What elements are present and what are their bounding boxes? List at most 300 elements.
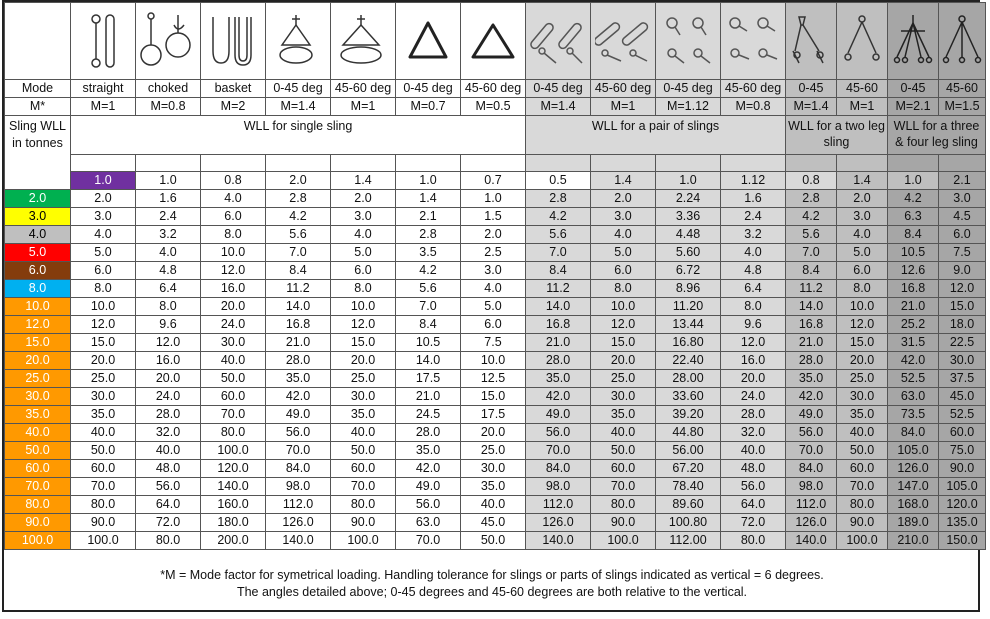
wll-cell: 73.5	[888, 406, 939, 424]
sling-wll-swatch: 70.0	[5, 478, 71, 496]
wll-cell: 126.0	[786, 514, 837, 532]
wll-cell: 4.48	[656, 226, 721, 244]
wll-cell: 6.0	[461, 316, 526, 334]
wll-cell: 13.44	[656, 316, 721, 334]
wll-cell: 7.5	[939, 244, 986, 262]
mode-row	[5, 80, 986, 98]
wll-cell: 70.0	[266, 442, 331, 460]
wll-cell: 16.80	[656, 334, 721, 352]
wll-cell: 126.0	[888, 460, 939, 478]
basket-sling-icon	[201, 3, 266, 80]
wll-cell: 6.0	[939, 226, 986, 244]
wll-cell: 7.0	[266, 244, 331, 262]
wll-cell: 8.96	[656, 280, 721, 298]
wll-cell: 84.0	[266, 460, 331, 478]
wll-cell: 4.0	[71, 226, 136, 244]
sling-wll-swatch: 15.0	[5, 334, 71, 352]
sling-wll-swatch: 80.0	[5, 496, 71, 514]
wll-cell: 90.0	[71, 514, 136, 532]
table-row	[5, 190, 986, 208]
wll-cell: 1.0	[888, 172, 939, 190]
wll-cell: 5.0	[591, 244, 656, 262]
spacer-cell	[201, 155, 266, 172]
mode-factor-cell: M=1.4	[266, 98, 331, 116]
wll-cell: 4.2	[786, 208, 837, 226]
spacer-cell	[461, 155, 526, 172]
wll-cell: 56.0	[786, 424, 837, 442]
wll-cell: 16.8	[888, 280, 939, 298]
wll-cell: 150.0	[939, 532, 986, 550]
wll-cell: 84.0	[786, 460, 837, 478]
wll-cell: 3.5	[396, 244, 461, 262]
table-row	[5, 244, 986, 262]
basket-45-60-icon	[331, 3, 396, 80]
wll-cell: 10.5	[396, 334, 461, 352]
wll-cell: 4.2	[266, 208, 331, 226]
triangle-0-45-icon	[396, 3, 461, 80]
wll-cell: 16.8	[786, 316, 837, 334]
wll-cell: 100.80	[656, 514, 721, 532]
wll-cell: 12.0	[201, 262, 266, 280]
wll-cell: 126.0	[526, 514, 591, 532]
spacer-cell	[71, 155, 136, 172]
table-row	[5, 496, 986, 514]
wll-cell: 12.0	[331, 316, 396, 334]
wll-cell: 90.0	[331, 514, 396, 532]
wll-cell: 112.0	[526, 496, 591, 514]
wll-cell: 64.0	[721, 496, 786, 514]
wll-cell: 20.0	[201, 298, 266, 316]
wll-cell: 2.0	[331, 190, 396, 208]
wll-cell: 15.0	[837, 334, 888, 352]
wll-cell: 10.5	[888, 244, 939, 262]
sling-wll-swatch: 10.0	[5, 298, 71, 316]
mode-factor-label: M*	[5, 98, 71, 116]
wll-cell: 112.0	[266, 496, 331, 514]
wll-cell: 30.0	[331, 388, 396, 406]
wll-cell: 1.6	[136, 190, 201, 208]
wll-cell: 80.0	[201, 424, 266, 442]
wll-cell: 24.0	[201, 316, 266, 334]
mode-cell: 45-60 deg	[331, 80, 396, 98]
two-leg-45-60-icon	[837, 3, 888, 80]
wll-cell: 90.0	[591, 514, 656, 532]
table-row	[5, 442, 986, 460]
wll-cell: 15.0	[71, 334, 136, 352]
wll-cell: 67.20	[656, 460, 721, 478]
wll-cell: 84.0	[526, 460, 591, 478]
wll-cell: 40.0	[721, 442, 786, 460]
group-header-two-leg: WLL for a two leg sling	[786, 116, 888, 155]
wll-cell: 4.0	[201, 190, 266, 208]
wll-cell: 40.0	[591, 424, 656, 442]
wll-cell: 8.0	[837, 280, 888, 298]
wll-cell: 100.0	[837, 532, 888, 550]
wll-cell: 25.0	[71, 370, 136, 388]
spacer-cell	[939, 155, 986, 172]
mode-factor-cell: M=1	[591, 98, 656, 116]
group-header-three-four-leg: WLL for a three & four leg sling	[888, 116, 986, 155]
wll-cell: 50.0	[331, 442, 396, 460]
footnote-line-1: *M = Mode factor for symetrical loading. Handling tolerance for slings or parts of slings indicated as vertical = 6 degrees.	[160, 568, 824, 582]
wll-cell: 80.0	[721, 532, 786, 550]
wll-cell: 1.12	[721, 172, 786, 190]
sling-wll-swatch: 20.0	[5, 352, 71, 370]
wll-cell: 8.0	[721, 298, 786, 316]
table-row	[5, 388, 986, 406]
wll-cell: 42.0	[786, 388, 837, 406]
wll-cell: 6.3	[888, 208, 939, 226]
wll-cell: 80.0	[591, 496, 656, 514]
wll-cell: 32.0	[721, 424, 786, 442]
wll-cell: 7.0	[786, 244, 837, 262]
wll-cell: 3.0	[331, 208, 396, 226]
wll-cell: 28.0	[266, 352, 331, 370]
mode-factor-cell: M=1.4	[786, 98, 837, 116]
triangle-45-60-icon	[461, 3, 526, 80]
wll-cell: 32.0	[136, 424, 201, 442]
wll-cell: 6.0	[71, 262, 136, 280]
mode-factor-cell: M=1	[331, 98, 396, 116]
wll-cell: 12.0	[71, 316, 136, 334]
wll-cell: 78.40	[656, 478, 721, 496]
wll-cell: 56.00	[656, 442, 721, 460]
wll-cell: 25.0	[837, 370, 888, 388]
wll-cell: 35.0	[71, 406, 136, 424]
wll-cell: 28.0	[396, 424, 461, 442]
choked-sling-icon	[136, 3, 201, 80]
mode-factor-cell: M=2	[201, 98, 266, 116]
wll-cell: 40.0	[461, 496, 526, 514]
wll-cell: 100.0	[201, 442, 266, 460]
sling-wll-swatch: 90.0	[5, 514, 71, 532]
sling-wll-swatch: 5.0	[5, 244, 71, 262]
wll-cell: 35.0	[396, 442, 461, 460]
wll-cell: 10.0	[201, 244, 266, 262]
wll-cell: 16.0	[201, 280, 266, 298]
wll-cell: 35.0	[461, 478, 526, 496]
wll-cell: 1.6	[721, 190, 786, 208]
wll-cell: 0.8	[201, 172, 266, 190]
wll-cell: 3.0	[461, 262, 526, 280]
sling-wll-swatch: 25.0	[5, 370, 71, 388]
wll-cell: 90.0	[939, 460, 986, 478]
wll-cell: 147.0	[888, 478, 939, 496]
wll-cell: 56.0	[396, 496, 461, 514]
wll-cell: 20.0	[136, 370, 201, 388]
wll-cell: 25.0	[591, 370, 656, 388]
wll-cell: 40.0	[331, 424, 396, 442]
wll-cell: 4.8	[136, 262, 201, 280]
wll-cell: 25.0	[461, 442, 526, 460]
pair-choked-0-45-icon	[656, 3, 721, 80]
wll-cell: 80.0	[136, 532, 201, 550]
sling-wll-swatch: 35.0	[5, 406, 71, 424]
table-row	[5, 460, 986, 478]
wll-cell: 2.8	[526, 190, 591, 208]
wll-cell: 10.0	[591, 298, 656, 316]
wll-cell: 35.0	[837, 406, 888, 424]
wll-cell: 48.0	[136, 460, 201, 478]
mode-factor-cell: M=0.8	[136, 98, 201, 116]
mode-cell: 0-45	[786, 80, 837, 98]
wll-cell: 56.0	[136, 478, 201, 496]
wll-cell: 2.0	[837, 190, 888, 208]
pair-straight-45-60-icon	[591, 3, 656, 80]
table-row	[5, 334, 986, 352]
wll-cell: 160.0	[201, 496, 266, 514]
spacer-cell	[396, 155, 461, 172]
wll-cell: 5.6	[266, 226, 331, 244]
wll-cell: 70.0	[396, 532, 461, 550]
wll-cell: 84.0	[888, 424, 939, 442]
wll-cell: 17.5	[461, 406, 526, 424]
wll-cell: 11.20	[656, 298, 721, 316]
wll-cell: 20.0	[331, 352, 396, 370]
wll-cell: 50.0	[591, 442, 656, 460]
wll-cell: 14.0	[396, 352, 461, 370]
wll-cell: 5.60	[656, 244, 721, 262]
wll-cell: 98.0	[526, 478, 591, 496]
mode-factor-cell: M=1.4	[526, 98, 591, 116]
wll-cell: 6.4	[136, 280, 201, 298]
wll-cell: 40.0	[837, 424, 888, 442]
wll-cell: 4.0	[461, 280, 526, 298]
wll-cell: 4.8	[721, 262, 786, 280]
wll-cell: 8.0	[331, 280, 396, 298]
two-leg-0-45-icon	[786, 3, 837, 80]
wll-cell: 4.0	[721, 244, 786, 262]
mode-cell: basket	[201, 80, 266, 98]
wll-cell: 2.5	[461, 244, 526, 262]
wll-cell: 140.0	[201, 478, 266, 496]
wll-cell: 2.0	[461, 226, 526, 244]
wll-cell: 189.0	[888, 514, 939, 532]
wll-cell: 1.4	[331, 172, 396, 190]
wll-cell: 2.8	[396, 226, 461, 244]
wll-cell: 135.0	[939, 514, 986, 532]
wll-cell: 21.0	[888, 298, 939, 316]
sling-wll-swatch: 12.0	[5, 316, 71, 334]
wll-cell: 56.0	[721, 478, 786, 496]
wll-cell: 0.7	[461, 172, 526, 190]
spacer-cell	[721, 155, 786, 172]
wll-cell: 4.2	[888, 190, 939, 208]
wll-cell: 30.0	[837, 388, 888, 406]
spacer-cell	[331, 155, 396, 172]
wll-cell: 89.60	[656, 496, 721, 514]
wll-cell: 98.0	[266, 478, 331, 496]
wll-cell: 30.0	[461, 460, 526, 478]
wll-cell: 10.0	[837, 298, 888, 316]
wll-cell: 80.0	[331, 496, 396, 514]
wll-cell: 210.0	[888, 532, 939, 550]
wll-cell: 80.0	[71, 496, 136, 514]
wll-cell: 8.0	[201, 226, 266, 244]
pair-straight-0-45-icon	[526, 3, 591, 80]
mode-factor-cell: M=1	[71, 98, 136, 116]
wll-cell: 60.0	[939, 424, 986, 442]
wll-cell: 120.0	[201, 460, 266, 478]
wll-cell: 1.0	[136, 172, 201, 190]
sling-wll-swatch: 2.0	[5, 190, 71, 208]
table-row	[5, 172, 986, 190]
wll-cell: 52.5	[888, 370, 939, 388]
wll-cell: 3.36	[656, 208, 721, 226]
wll-cell: 60.0	[331, 460, 396, 478]
mode-cell: 45-60	[939, 80, 986, 98]
wll-cell: 126.0	[266, 514, 331, 532]
table-row	[5, 370, 986, 388]
wll-cell: 2.4	[721, 208, 786, 226]
wll-cell: 5.0	[837, 244, 888, 262]
wll-cell: 12.0	[591, 316, 656, 334]
mode-cell: 0-45 deg	[526, 80, 591, 98]
wll-cell: 14.0	[526, 298, 591, 316]
wll-cell: 2.8	[266, 190, 331, 208]
wll-cell: 50.0	[837, 442, 888, 460]
wll-cell: 6.72	[656, 262, 721, 280]
wll-cell: 100.0	[591, 532, 656, 550]
wll-cell: 1.5	[461, 208, 526, 226]
wll-cell: 1.4	[396, 190, 461, 208]
four-leg-0-45-icon	[888, 3, 939, 80]
wll-cell: 45.0	[461, 514, 526, 532]
wll-cell: 49.0	[396, 478, 461, 496]
spacer-cell	[786, 155, 837, 172]
wll-cell: 4.5	[939, 208, 986, 226]
wll-cell: 11.2	[786, 280, 837, 298]
wll-cell: 28.0	[786, 352, 837, 370]
wll-cell: 5.6	[786, 226, 837, 244]
three-leg-45-60-icon	[939, 3, 986, 80]
wll-cell: 8.0	[71, 280, 136, 298]
wll-cell: 2.1	[939, 172, 986, 190]
spacer-cell	[136, 155, 201, 172]
wll-cell: 11.2	[526, 280, 591, 298]
table-row	[5, 298, 986, 316]
wll-cell: 1.4	[591, 172, 656, 190]
wll-cell: 48.0	[721, 460, 786, 478]
mode-factor-cell: M=2.1	[888, 98, 939, 116]
wll-cell: 7.0	[396, 298, 461, 316]
table-row	[5, 424, 986, 442]
wll-cell: 1.4	[837, 172, 888, 190]
wll-cell: 7.0	[526, 244, 591, 262]
wll-cell: 39.20	[656, 406, 721, 424]
footnote-line-2: The angles detailed above; 0-45 degrees and 45-60 degrees are both relative to the vertical.	[236, 585, 748, 599]
spacer-cell	[526, 155, 591, 172]
wll-cell: 16.0	[136, 352, 201, 370]
wll-cell: 20.0	[591, 352, 656, 370]
mode-factor-cell: M=1	[837, 98, 888, 116]
mode-factor-cell: M=0.7	[396, 98, 461, 116]
wll-cell: 42.0	[266, 388, 331, 406]
wll-cell: 6.4	[721, 280, 786, 298]
wll-cell: 180.0	[201, 514, 266, 532]
wll-cell: 4.0	[331, 226, 396, 244]
wll-cell: 90.0	[837, 514, 888, 532]
table-row	[5, 406, 986, 424]
spacer-cell	[837, 155, 888, 172]
wll-cell: 12.6	[888, 262, 939, 280]
wll-cell: 98.0	[786, 478, 837, 496]
wll-cell: 31.5	[888, 334, 939, 352]
wll-cell: 12.0	[939, 280, 986, 298]
wll-cell: 3.0	[837, 208, 888, 226]
mode-label: Mode	[5, 80, 71, 98]
wll-cell: 70.0	[526, 442, 591, 460]
mode-cell: 0-45 deg	[396, 80, 461, 98]
wll-cell: 30.0	[71, 388, 136, 406]
wll-cell: 3.0	[71, 208, 136, 226]
wll-cell: 2.8	[786, 190, 837, 208]
wll-cell: 40.0	[71, 424, 136, 442]
wll-cell: 21.0	[266, 334, 331, 352]
wll-cell: 8.4	[786, 262, 837, 280]
mode-cell: 0-45 deg	[656, 80, 721, 98]
wll-cell: 100.0	[71, 532, 136, 550]
wll-cell: 105.0	[888, 442, 939, 460]
basket-0-45-icon	[266, 3, 331, 80]
wll-cell: 40.0	[201, 352, 266, 370]
wll-cell: 25.0	[331, 370, 396, 388]
wll-cell: 20.0	[461, 424, 526, 442]
mode-cell: 45-60 deg	[591, 80, 656, 98]
wll-cell: 28.0	[136, 406, 201, 424]
wll-cell: 15.0	[461, 388, 526, 406]
wll-cell: 8.0	[136, 298, 201, 316]
table-row	[5, 280, 986, 298]
wll-cell: 4.0	[591, 226, 656, 244]
wll-cell: 24.5	[396, 406, 461, 424]
wll-cell: 52.5	[939, 406, 986, 424]
wll-cell: 42.0	[396, 460, 461, 478]
wll-cell: 9.6	[721, 316, 786, 334]
wll-cell: 42.0	[526, 388, 591, 406]
wll-cell: 140.0	[526, 532, 591, 550]
wll-cell: 10.0	[331, 298, 396, 316]
wll-cell: 49.0	[786, 406, 837, 424]
wll-cell: 4.2	[526, 208, 591, 226]
mode-cell: 0-45 deg	[266, 80, 331, 98]
mode-cell: 45-60 deg	[721, 80, 786, 98]
wll-cell: 21.0	[526, 334, 591, 352]
wll-cell: 63.0	[888, 388, 939, 406]
wll-cell: 22.40	[656, 352, 721, 370]
wll-cell: 5.6	[526, 226, 591, 244]
wll-cell: 2.0	[266, 172, 331, 190]
wll-cell: 60.0	[837, 460, 888, 478]
wll-cell: 40.0	[136, 442, 201, 460]
wll-cell: 6.0	[591, 262, 656, 280]
table-row	[5, 514, 986, 532]
wll-cell: 6.0	[201, 208, 266, 226]
wll-cell: 49.0	[526, 406, 591, 424]
table-row	[5, 532, 986, 550]
spacer-cell	[888, 155, 939, 172]
wll-cell: 2.1	[396, 208, 461, 226]
wll-cell: 28.0	[721, 406, 786, 424]
wll-cell: 4.2	[396, 262, 461, 280]
pair-choked-45-60-icon	[721, 3, 786, 80]
wll-cell: 50.0	[201, 370, 266, 388]
wll-cell: 25.2	[888, 316, 939, 334]
wll-cell: 9.0	[939, 262, 986, 280]
mode-cell: straight	[71, 80, 136, 98]
wll-cell: 56.0	[526, 424, 591, 442]
wll-cell: 37.5	[939, 370, 986, 388]
